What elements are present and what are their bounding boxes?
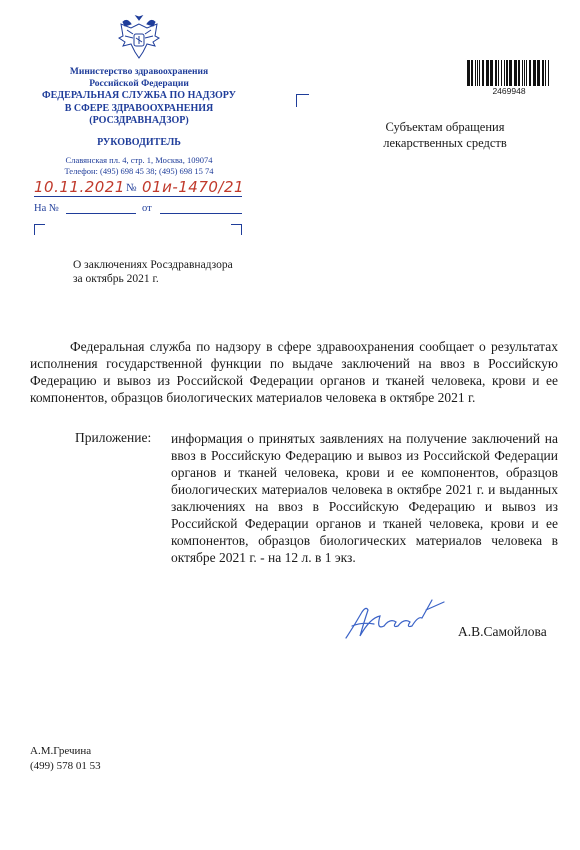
executor-info	[30, 744, 101, 774]
addressee: Субъектам обращения лекарственных средств	[383, 120, 507, 150]
reference-row	[34, 203, 152, 214]
ref-from-label: от	[142, 203, 152, 214]
registration-underline	[34, 196, 242, 197]
number-label: №	[126, 182, 137, 194]
letterhead-address: Славянская пл. 4, стр. 1, Москва, 109074 Телефон: (495) 698 45 38; (495) 698 15 74	[64, 155, 214, 176]
letter-subject: О заключениях Росздравнадзора за октябрь 2021 г.	[73, 259, 233, 285]
barcode-icon	[466, 60, 552, 86]
signer-name: А.В.Самойлова	[458, 624, 547, 639]
registration-date: 10.11.2021	[34, 178, 125, 196]
attachment-text: информация о принятых заявлениях на получение заключений на ввоз в Российскую Федерацию и вывоз из Российской Федерации органов и тканей человека, крови и ее компонентов, образцов биологических материалов человека в октябре 2021 г. и выданных заключениях на ввоз в Российскую Федерацию и вывоз из Российской Федерации органов и тканей человека, крови и ее компонентов, образцов биологических материалов человека в октябре 2021 г. - на 12 л. в 1 экз.	[171, 431, 558, 565]
ref-from-line	[160, 213, 242, 214]
corner-bracket-left	[34, 224, 45, 235]
ref-no-line	[66, 213, 136, 214]
executor-name: А.М.Гречина	[30, 745, 92, 757]
russian-coat-of-arms-icon	[117, 14, 161, 62]
barcode-number: 2469948	[492, 86, 526, 96]
corner-bracket-right	[231, 224, 242, 235]
executor-phone: (499) 578 01 53	[30, 760, 101, 772]
addressee-corner-bracket	[296, 94, 309, 107]
registration-number: 01и-1470/21	[142, 178, 245, 196]
letter-body: Федеральная служба по надзору в сфере здравоохранения сообщает о результатах исполнения государственной функции по выдаче заключений на ввоз в Российскую Федерацию и вывоз из Российской Федерации органов и тканей человека, крови и ее компонентов, образцов биологических материалов человека в октябре 2021 г.	[30, 339, 558, 405]
attachment-label: Приложение:	[75, 430, 152, 445]
ministry-name: Министерство здравоохранения Российской Федерации	[69, 67, 209, 89]
signature-icon	[340, 596, 450, 646]
ref-no-label: На №	[34, 203, 59, 214]
service-name: ФЕДЕРАЛЬНАЯ СЛУЖБА ПО НАДЗОРУ В СФЕРЕ ЗДРАВООХРАНЕНИЯ (РОСЗДРАВНАДЗОР)	[42, 90, 236, 126]
head-title: РУКОВОДИТЕЛЬ	[97, 137, 181, 148]
